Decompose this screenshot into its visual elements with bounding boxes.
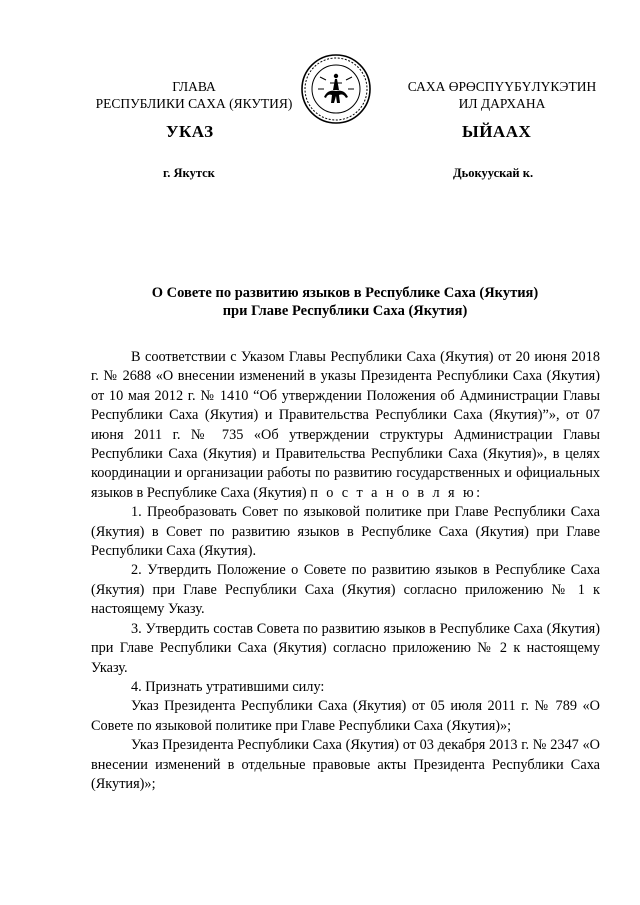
repealed-decree-2: Указ Президента Республики Саха (Якутия) от 03 декабря 2013 г. № 2347 «О внесении изменений в отдельные правовые акты Президента Республики Саха (Якутия)»; xyxy=(91,737,600,792)
header-right-block xyxy=(402,78,602,112)
document-body xyxy=(91,348,600,794)
repealed-decree-1: Указ Президента Республики Саха (Якутия) от 05 июля 2011 г. № 789 «О Совете по языковой политике при Главе Республики Саха (Якутия)»; xyxy=(91,698,600,734)
item-paragraph-4: 4. Признать утратившими силу: xyxy=(131,678,325,695)
doc-type-sakha: ЫЙААХ xyxy=(462,122,532,141)
header-left-line2: РЕСПУБЛИКИ САХА (ЯКУТИЯ) xyxy=(95,96,293,111)
preamble-paragraph xyxy=(91,348,600,503)
coat-of-arms-emblem xyxy=(300,53,372,125)
preamble-text: В соответствии с Указом Главы Республики Саха (Якутия) от 20 июня 2018 г. № 2688 «О внесении изменений в указы Президента Республики Саха (Якутия) от 10 мая 2012 г. № 1410 “Об утверждении Положения об Администрации Главы Республики Саха (Якутия) и Правительства Республики Саха (Якутия)”», от 07 июня 2011 г. № 735 «Об утверждении структуры Администрации Главы Республики Саха (Якутия) и Правительства Республики Саха (Якутия)», в целях координации и организации работы по развитию государственных и официальных языков в Республике Саха (Якутия) xyxy=(91,349,600,501)
item-paragraph-2: 2. Утвердить Положение о Совете по развитию языков в Республике Саха (Якутия) при Главе Республики Саха (Якутия) согласно приложению № 1 к настоящему Указу. xyxy=(91,562,600,618)
document-title xyxy=(90,284,600,320)
header-left-line1: ГЛАВА xyxy=(172,79,216,94)
header-right-line1: САХА ӨРӨСПҮҮБҮЛҮКЭТИН xyxy=(407,79,597,94)
item-paragraph-3: 3. Утвердить состав Совета по развитию языков в Республике Саха (Якутия) при Главе Республики Саха (Якутия) согласно приложению № 2 к настоящему Указу. xyxy=(91,620,600,676)
title-line1: О Совете по развитию языков в Республике Саха (Якутия) xyxy=(151,285,539,301)
city-sakha: Дьокуускай к. xyxy=(453,166,534,180)
doc-type-russian: УКАЗ xyxy=(166,122,214,141)
header-left-block xyxy=(88,78,300,112)
city-russian: г. Якутск xyxy=(163,166,215,180)
title-line2: при Главе Республики Саха (Якутия) xyxy=(222,303,468,319)
item-paragraph-1: 1. Преобразовать Совет по языковой политике при Главе Республики Саха (Якутия) в Совет по развитию языков в Республике Саха (Якутия) при Главе Республики Саха (Якутия). xyxy=(91,504,600,560)
header-right-line2: ИЛ ДАРХАНА xyxy=(458,96,546,111)
decree-word: п о с т а н о в л я ю: xyxy=(310,484,483,501)
